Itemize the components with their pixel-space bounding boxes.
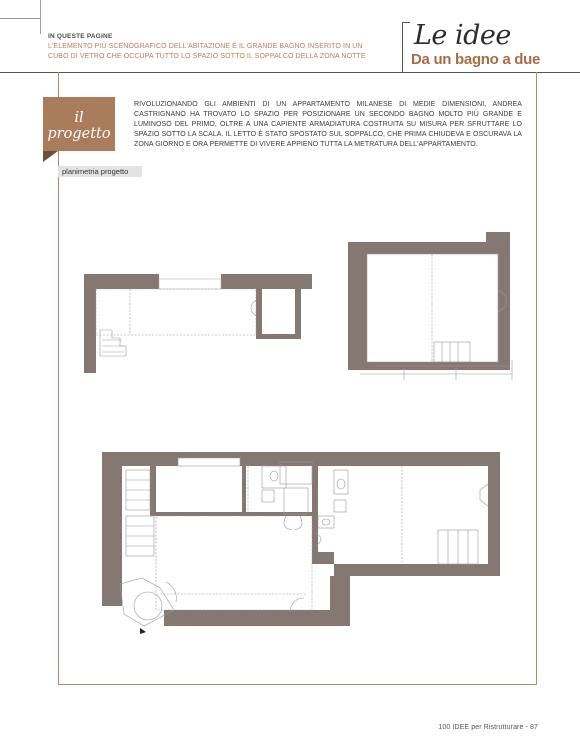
floorplan-label: planimetria progetto [58, 166, 142, 177]
floorplan-mezzanine-detail [96, 289, 256, 356]
series-title: Le idee [414, 20, 511, 51]
project-tag-label: il progetto [47, 110, 111, 142]
section-kicker: IN QUESTE PAGINE [48, 33, 113, 40]
intro-text: RIVOLUZIONANDO GLI AMBIENTI DI UN APPARTAMENTO MILANESE DI MEDIE DIMENSIONI, ANDREA CASTRIGNANO HA TROVATO LO SPAZIO PER POSIZIONARE UN SECONDO BAGNO MOLTO PIÙ GRANDE E LUMINOSO DEL PRIMO, OLTRE A UNA CAPIENTE ARMADIATURA COSTRUITA SU MISURA PER SFRUTTARE LO SPAZIO SOTTO LA SCALA. IL LETTO È STATO SPOSTATO SUL SOPPALCO, CHE PRIMA CHIUDEVA E OSCURAVA LA ZONA GIORNO E ORA PERMETTE DI VIVERE APPIENO TUTTA LA METRATURA DELL'APPARTAMENTO. [134, 101, 522, 148]
floorplan-bedroom-detail [360, 254, 512, 380]
series-subtitle: Da un bagno a due [411, 51, 541, 68]
section-subtitle: L'ELEMENTO PIÙ SCENOGRAFICO DELL'ABITAZIONE È IL GRANDE BAGNO INSERITO IN UN CUBO DI VETRO CHE OCCUPA TUTTO LO SPAZIO SOTTO IL SOPPALCO DELLA ZONA NOTTE [48, 43, 366, 60]
floorplan-main [102, 452, 500, 626]
floorplan-main-detail [120, 458, 488, 626]
page-folio: 100 IDEE per Ristrutturare - 87 [438, 724, 538, 731]
entry-arrow-icon [140, 628, 146, 634]
